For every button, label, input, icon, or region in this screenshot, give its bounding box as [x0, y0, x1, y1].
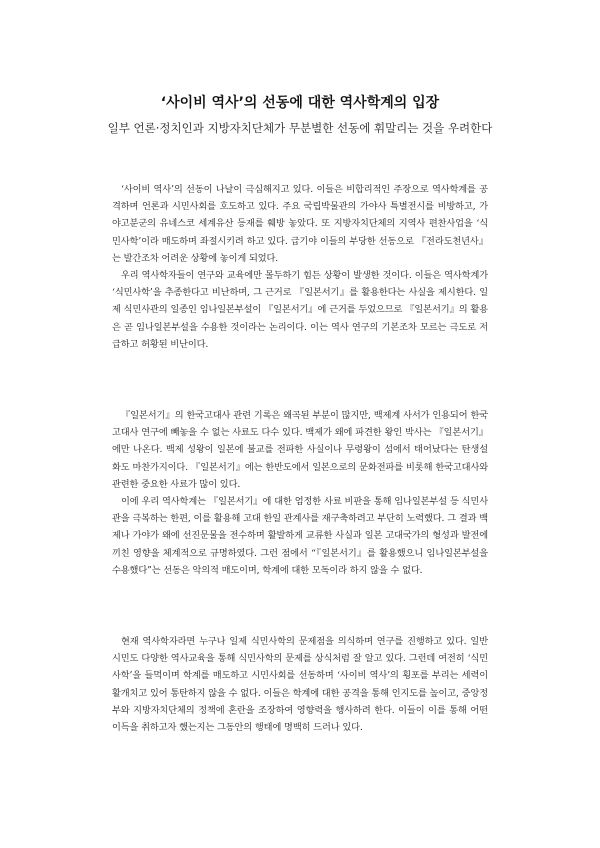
body-paragraph: 『일본서기』의 한국고대사 관련 기록은 왜곡된 부분이 많지만, 백제계 사서가 인용되어 한국고대사 연구에 빼놓을 수 없는 사료도 다수 있다. 백제가 왜에 파견한 왕인 박사는 『일본서기』에만 나온다. 백제 성왕이 일본에 불교를 전파한 사실이나 무령왕이 섬에서 태어났다는 탄생설화도 마찬가지이다. 『일본서기』에는 한반도에서 일본으로의 문화전파를 비롯해 한국고대사와 관련한 중요한 사료가 많이 있다.: [112, 410, 488, 490]
body-paragraph: 현재 역사학자라면 누구나 일제 식민사학의 문제점을 의식하며 연구를 진행하고 있다. 일반 시민도 다양한 역사교육을 통해 식민사학의 문제를 상식처럼 잘 알고 있다. 그런데 여전히 ‘식민사학’을 들먹이며 학계를 매도하고 시민사회를 선동하며 ‘사이비 역사’의 횡포를 부리는 세력이 활개치고 있어 통탄하지 않을 수 없다. 이들은 학계에 대한 공격을 통해 인지도를 높이고, 중앙정부와 지방자치단체의 정책에 혼란을 조장하여 영향력을 행사하려 한다. 이들이 이를 통해 어떤 이득을 취하고자 했는지는 그동안의 행태에 명백히 드러나 있다.: [112, 636, 488, 734]
body-section-2: [112, 407, 488, 579]
body-section-1: [112, 181, 488, 353]
document-subtitle: 일부 언론·정치인과 지방자치단체가 무분별한 선동에 휘말리는 것을 우려한다: [107, 121, 493, 135]
body-section-3: [112, 633, 488, 736]
body-paragraph: ‘사이비 역사’의 선동이 나날이 극심해지고 있다. 이들은 비합리적인 주장으로 역사학계를 공격하며 언론과 시민사회를 호도하고 있다. 주요 국립박물관의 가야사 특별전시를 비방하고, 가야고분군의 유네스코 세계유산 등재를 훼방 놓았다. 또 지방자치단체의 지역사 편찬사업을 ‘식민사학’이라 매도하며 좌절시키려 하고 있다. 급기야 이들의 부당한 선동으로 『전라도천년사』는 발간조차 어려운 상황에 놓이게 되었다.: [112, 184, 488, 264]
body-paragraph: 우리 역사학자들이 연구와 교육에만 몰두하기 힘든 상황이 발생한 것이다. 이들은 역사학계가 ‘식민사학’을 추종한다고 비난하며, 그 근거로 『일본서기』를 활용한다는 사실을 제시한다. 일제 식민사관의 일종인 임나일본부설이 『일본서기』에 근거를 두었으므로 『일본서기』의 활용은 곧 임나일본부설을 수용한 것이라는 논리이다. 이는 역사 연구의 기본조차 모르는 극도로 저급하고 허황된 비난이다.: [112, 270, 488, 350]
document-title: ‘사이비 역사’의 선동에 대한 역사학계의 입장: [160, 95, 440, 111]
body-paragraph: 이에 우리 역사학계는 『일본서기』에 대한 엄정한 사료 비판을 통해 임나일본부설 등 식민사관을 극복하는 한편, 이를 활용해 고대 한일 관계사를 재구축하려고 부단히 노력했다. 그 결과 백제나 가야가 왜에 선진문물을 전수하며 활발하게 교류한 사실과 일본 고대국가의 형성과 발전에 끼친 영향을 체계적으로 규명하였다. 그런 점에서 “『일본서기』를 활용했으니 임나일본부설을 수용했다”는 선동은 악의적 매도이며, 학계에 대한 모독이라 하지 않을 수 없다.: [112, 496, 488, 576]
